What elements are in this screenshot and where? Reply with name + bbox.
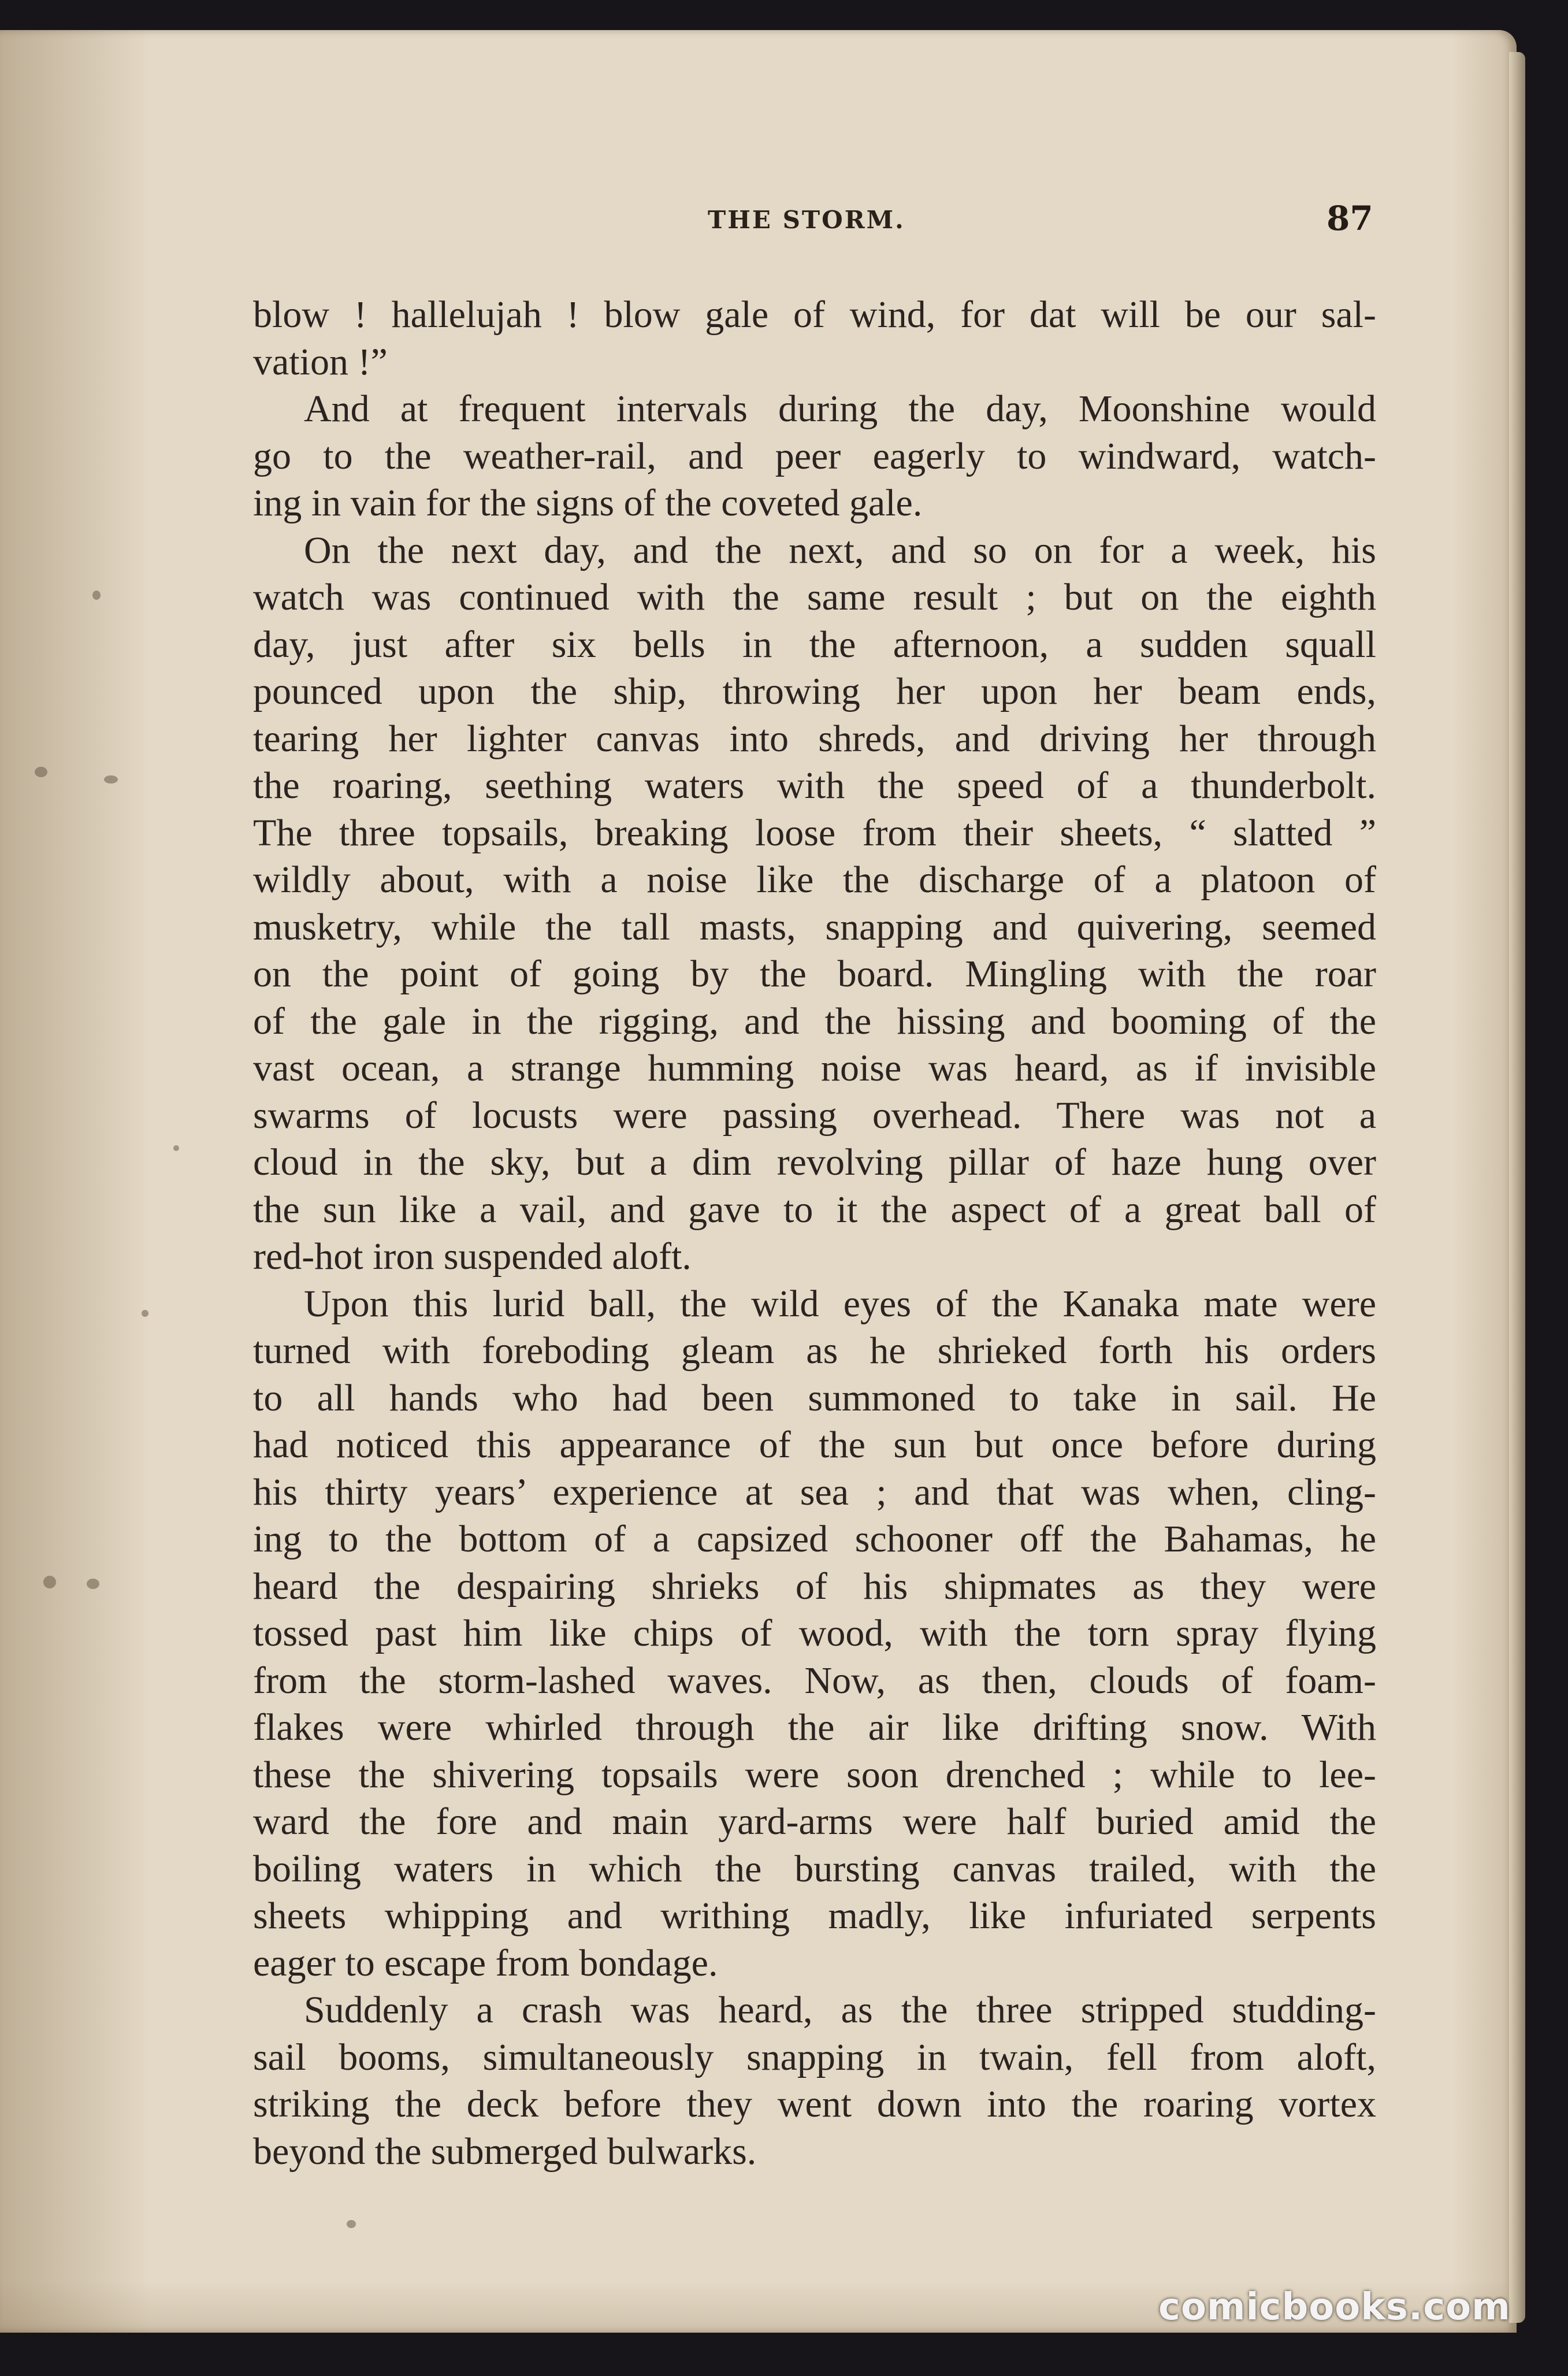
text-line: Suddenly a crash was heard, as the three stripped studding- [304, 1989, 1376, 2031]
text-line: vast ocean, a strange humming noise was heard, as if invisible [253, 1047, 1376, 1089]
body-text [253, 291, 1376, 2175]
running-head: THE STORM. [708, 206, 905, 234]
text-line: ing to the bottom of a capsized schooner off the Bahamas, he [253, 1518, 1376, 1560]
stain-spot [43, 1576, 56, 1588]
text-line: tossed past him like chips of wood, with the torn spray flying [253, 1612, 1376, 1654]
text-line: swarms of locusts were passing overhead. There was not a [253, 1094, 1376, 1137]
stain-spot [142, 1310, 148, 1317]
text-line: the roaring, seething waters with the speed of a thunderbolt. [253, 764, 1376, 807]
text-line: these the shivering topsails were soon drenched ; while to lee- [253, 1753, 1376, 1796]
text-line: had noticed this appearance of the sun but once before during [253, 1424, 1376, 1466]
stain-spot [347, 2220, 356, 2228]
text-line: turned with foreboding gleam as he shrieked forth his orders [253, 1330, 1376, 1372]
text-line: day, just after six bells in the afternoon, a sudden squall [253, 623, 1376, 666]
text-line: to all hands who had been summoned to take in sail. He [253, 1376, 1376, 1419]
text-line: boiling waters in which the bursting canvas trailed, with the [253, 1847, 1376, 1890]
text-line: ing in vain for the signs of the coveted gale. [253, 482, 923, 524]
text-line: sail booms, simultaneously snapping in twain, fell from aloft, [253, 2036, 1376, 2078]
stain-spot [35, 767, 47, 777]
text-line: wildly about, with a noise like the discharge of a platoon of [253, 859, 1376, 901]
text-line: the sun like a vail, and gave to it the aspect of a great ball of [253, 1188, 1376, 1231]
text-line: watch was continued with the same result ; but on the eighth [253, 576, 1376, 618]
text-line: of the gale in the rigging, and the hissing and booming of the [253, 1000, 1376, 1042]
text-line: And at frequent intervals during the day, Moonshine would [304, 388, 1376, 430]
text-line: On the next day, and the next, and so on for a week, his [304, 529, 1376, 571]
page-number: 87 [1327, 199, 1373, 238]
text-line: heard the despairing shrieks of his shipmates as they were [253, 1565, 1376, 1607]
page-edge [1509, 52, 1525, 2323]
watermark: comicbooks.com [1158, 2286, 1511, 2329]
text-line: on the point of going by the board. Mingling with the roar [253, 953, 1376, 995]
text-line: red-hot iron suspended aloft. [253, 1235, 692, 1278]
book-page [0, 30, 1517, 2333]
text-line: his thirty years’ experience at sea ; and that was when, cling- [253, 1471, 1376, 1513]
text-line: blow ! hallelujah ! blow gale of wind, for dat will be our sal- [253, 294, 1376, 336]
stain-spot [173, 1145, 179, 1151]
stain-spot [87, 1579, 99, 1589]
text-line: from the storm-lashed waves. Now, as then, clouds of foam- [253, 1659, 1376, 1702]
text-line: go to the weather-rail, and peer eagerly to windward, watch- [253, 435, 1376, 477]
stain-spot [92, 591, 101, 600]
text-line: pounced upon the ship, throwing her upon her beam ends, [253, 670, 1376, 712]
text-line: sheets whipping and writhing madly, like infuriated serpents [253, 1895, 1376, 1937]
text-line: tearing her lighter canvas into shreds, and driving her through [253, 717, 1376, 760]
text-line: striking the deck before they went down into the roaring vortex [253, 2083, 1376, 2125]
text-line: eager to escape from bondage. [253, 1941, 718, 1984]
text-line: musketry, while the tall masts, snapping and quivering, seemed [253, 905, 1376, 948]
text-line: Upon this lurid ball, the wild eyes of the Kanaka mate were [304, 1282, 1376, 1325]
text-line: ward the fore and main yard-arms were half buried amid the [253, 1800, 1376, 1843]
text-line: cloud in the sky, but a dim revolving pillar of haze hung over [253, 1141, 1376, 1183]
stain-spot [104, 775, 118, 784]
text-line: beyond the submerged bulwarks. [253, 2130, 757, 2173]
text-line: The three topsails, breaking loose from their sheets, “ slatted ” [253, 811, 1376, 854]
text-line: vation !” [253, 340, 388, 383]
text-line: flakes were whirled through the air like drifting snow. With [253, 1706, 1376, 1748]
